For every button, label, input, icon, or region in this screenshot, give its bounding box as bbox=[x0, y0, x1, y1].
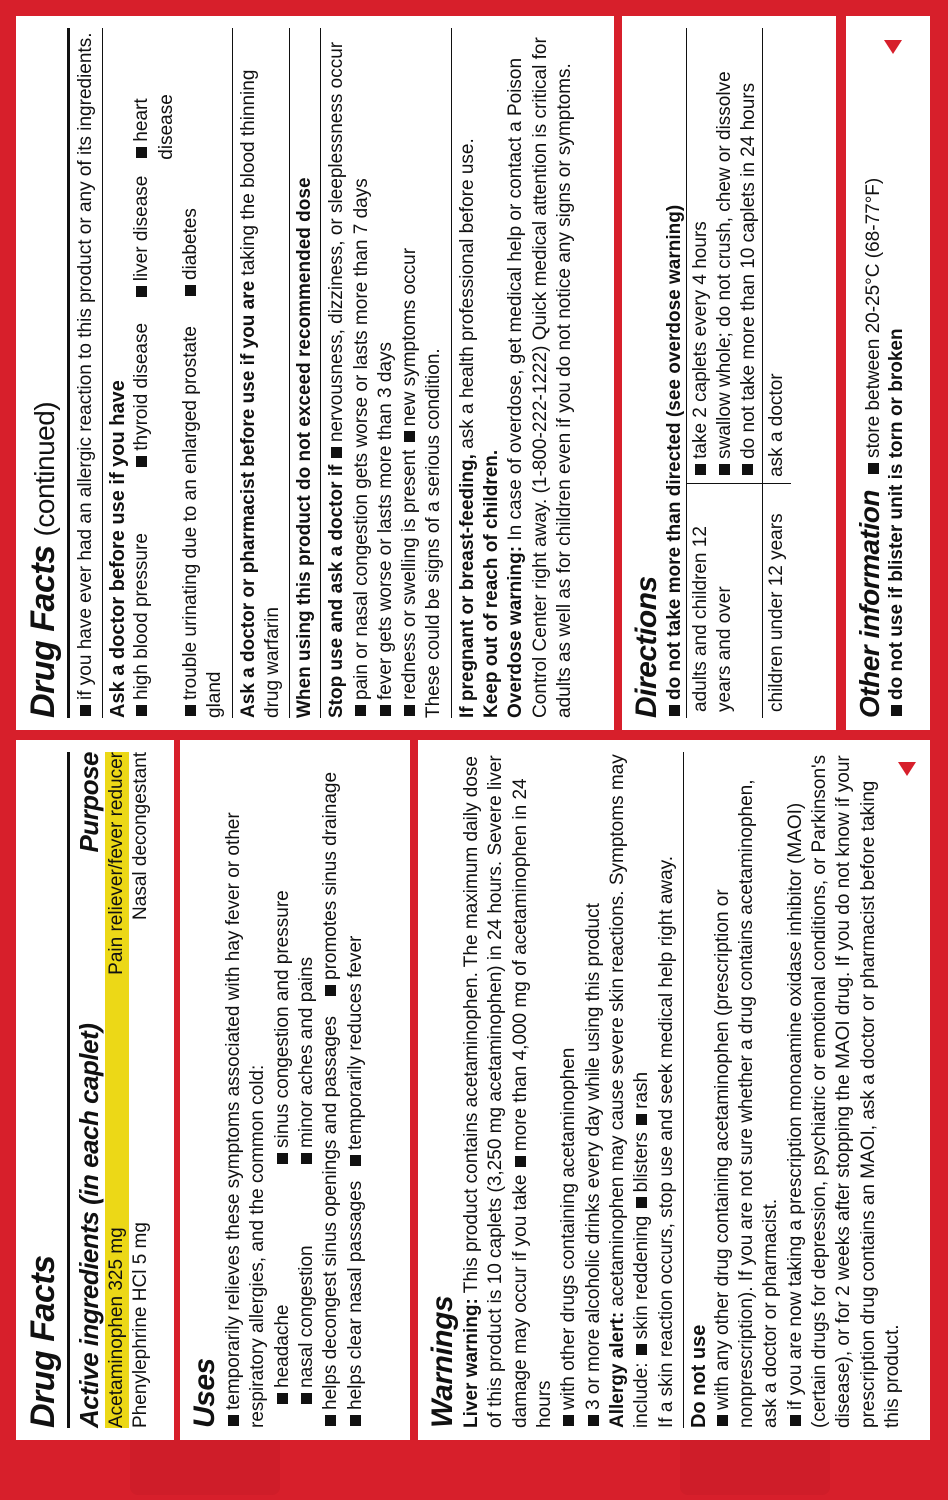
stop-use-item: new symptoms occur bbox=[399, 247, 421, 427]
other-info-item: store between 20-25°C (68-77°F) bbox=[863, 177, 884, 459]
allergic-item: if you have ever had an allergic reaction to this product or any of its ingredients. bbox=[75, 32, 96, 700]
pregnant-bold: If pregnant or breast-feeding, bbox=[456, 454, 478, 718]
uses-intro: temporarily relieves these symptoms associated with hay fever or other respiratory allergies, and the common cold: bbox=[223, 812, 269, 1428]
when-using-title: When using this product do not exceed recommended dose bbox=[294, 177, 316, 718]
use-item: minor aches and pains bbox=[295, 956, 317, 1148]
ask-doctor-item: liver disease bbox=[131, 175, 153, 282]
directions-title: Directions bbox=[630, 576, 663, 718]
use-item: helps decongest sinus openings and passages bbox=[320, 1015, 342, 1410]
allergy-item: blisters bbox=[631, 1132, 653, 1193]
other-info-item: do not use if blister unit is torn or broken bbox=[886, 328, 908, 700]
stop-use-item: fever gets worse or lasts more than 3 days bbox=[374, 342, 396, 700]
dir-who: children under 12 years bbox=[763, 483, 791, 718]
stop-use-item: redness or swelling is present bbox=[399, 449, 421, 700]
drug-facts-continued-title: Drug Facts (continued) bbox=[24, 401, 62, 718]
ask-doctor-item: trouble urinating due to an enlarged prostate gland bbox=[179, 326, 226, 718]
use-item: promotes sinus drainage bbox=[320, 771, 342, 980]
stop-use-item: pain or nasal congestion gets worse or lasts more than 7 days bbox=[350, 178, 372, 700]
package-tab bbox=[130, 1440, 280, 1495]
ingredient-name: Phenylephrine HCl 5 mg bbox=[130, 1222, 152, 1428]
table-row bbox=[687, 28, 763, 718]
overdose-bold: Overdose warning: bbox=[505, 545, 527, 718]
continued-arrow-icon bbox=[884, 40, 902, 54]
uses-title: Uses bbox=[188, 1358, 221, 1428]
ingredient-name: Acetaminophen 325 mg bbox=[106, 1227, 127, 1428]
active-ingredients-panel bbox=[16, 740, 174, 1440]
do-not-use-item: with any other drug containing acetaminophen (prescription or nonprescription). If you are not sure whether a drug contains acetaminophen, ask a doctor or pharmacist. bbox=[711, 779, 782, 1428]
warnings-title: Warnings bbox=[426, 1295, 459, 1428]
use-item: temporarily reduces fever bbox=[344, 935, 366, 1150]
other-info-title: Other information bbox=[854, 490, 885, 718]
liver-warning-label: Liver warning: bbox=[461, 1298, 482, 1428]
table-row bbox=[763, 28, 791, 718]
dir-who: adults and children 12 years and over bbox=[687, 483, 763, 718]
use-item: nasal congestion bbox=[295, 1245, 317, 1388]
dir-instructions: ask a doctor bbox=[763, 28, 791, 483]
use-item: headache bbox=[271, 1304, 293, 1388]
keep-out-text: Keep out of reach of children. bbox=[481, 449, 503, 718]
dir-instructions: take 2 caplets every 4 hours swallow whole; do not crush, chew or dissolve do not take more than 10 caplets in 24 hours bbox=[687, 28, 763, 483]
warnings-panel bbox=[418, 740, 930, 1440]
liver-item: with other drugs containing acetaminophen bbox=[558, 1047, 580, 1410]
continued-arrow-icon bbox=[898, 762, 916, 776]
stop-use-item: nervousness, dizziness, or sleeplessness occur bbox=[326, 41, 348, 443]
do-not-use-item: if you are now taking a prescription monoamine oxidase inhibitor (MAOI) (certain drugs for depression, psychiatric or emotional conditions, or Parkinson's disease), or for 2 weeks after stopping the MAOI drug. If you do not know if your prescription drug contains an MAOI, ask a doctor or pharmacist before taking this product. bbox=[784, 754, 903, 1428]
ask-pharmacist-bold: Ask a doctor or pharmacist before use if you are bbox=[237, 280, 259, 718]
directions-table bbox=[686, 28, 791, 718]
allergy-after: If a skin reaction occurs, stop use and seek medical help right away. bbox=[655, 855, 677, 1428]
ask-doctor-item: diabetes bbox=[179, 208, 201, 280]
drug-facts-title: Drug Facts bbox=[24, 1255, 62, 1428]
purpose-header: Purpose bbox=[74, 752, 104, 853]
use-item: sinus congestion and pressure bbox=[271, 890, 293, 1148]
ask-doctor-item: heart disease bbox=[131, 94, 177, 160]
ask-doctor-title: Ask a doctor before use if you have bbox=[107, 380, 130, 718]
directions-panel bbox=[622, 16, 836, 730]
other-information-panel bbox=[846, 16, 930, 730]
ask-pharmacist-text: taking the blood thinning drug warfarin bbox=[237, 69, 283, 718]
allergy-alert-text: acetaminophen may cause severe skin reactions. Symptoms may include: bbox=[606, 754, 653, 1428]
package-tab bbox=[680, 1440, 830, 1495]
stop-use-after: These could be signs of a serious condition. bbox=[423, 348, 445, 718]
do-not-use-title: Do not use bbox=[687, 1324, 710, 1428]
drug-facts-continued-panel bbox=[16, 16, 614, 730]
uses-panel bbox=[180, 740, 410, 1440]
pregnant-text: ask a health professional before use. bbox=[456, 138, 478, 449]
liver-warning-text: This product contains acetaminophen. The maximum daily dose of this product is 10 caplets (3,250 mg acetaminophen) in 24 hours. Severe liver damage may occur if you take bbox=[461, 755, 531, 1428]
use-item: helps clear nasal passages bbox=[344, 1180, 366, 1410]
directions-warning: do not take more than directed (see overdose warning) bbox=[664, 204, 685, 700]
allergy-item: rash bbox=[631, 1071, 653, 1109]
allergy-item: skin reddening bbox=[631, 1215, 653, 1340]
ingredient-purpose: Nasal decongestant bbox=[130, 752, 152, 920]
ask-doctor-item: thyroid disease bbox=[131, 322, 153, 451]
active-ingredients-header: Active ingredients (in each caplet) bbox=[74, 1023, 104, 1428]
liver-item: more than 4,000 mg of acetaminophen in 24 hours bbox=[509, 778, 555, 1428]
ingredient-row bbox=[105, 752, 129, 1428]
ingredient-purpose: Pain reliever/fever reducer bbox=[106, 752, 127, 975]
stop-use-title: Stop use and ask a doctor if bbox=[326, 464, 348, 718]
overdose-text: In case of overdose, get medical help or contact a Poison Control Center right away. (1-800-222-1222) Quick medical attention is critical for adults as well as for children even if you do not notice any signs or symptoms. bbox=[505, 37, 575, 718]
ingredient-row bbox=[129, 752, 153, 1428]
ask-doctor-item: high blood pressure bbox=[131, 533, 153, 700]
liver-item: 3 or more alcoholic drinks every day while using this product bbox=[582, 903, 604, 1410]
allergy-alert-label: Allergy alert: bbox=[606, 1311, 628, 1428]
